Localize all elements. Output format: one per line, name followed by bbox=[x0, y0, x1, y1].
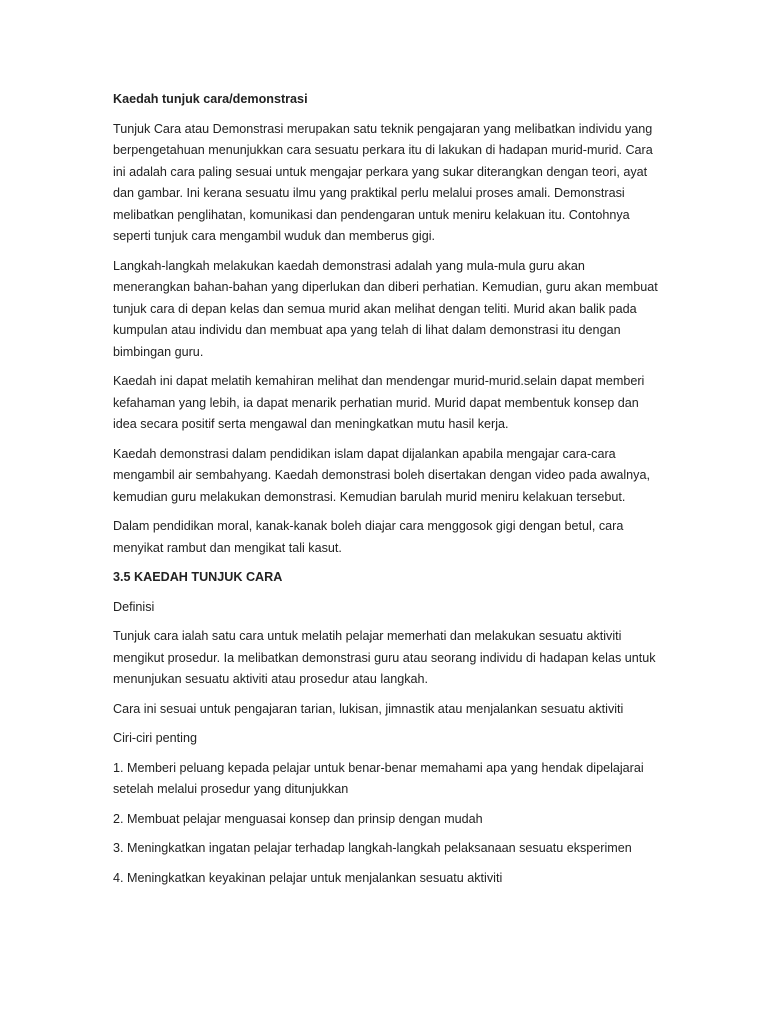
paragraph-steps: Langkah-langkah melakukan kaedah demonstrasi adalah yang mula-mula guru akan menerangkan bahan-bahan yang diperlukan dan diberi perhatian. Kemudian, guru akan membuat tunjuk cara di depan kelas dan semua murid akan melihat dengan teliti. Murid akan balik pada kumpulan atau individu dan membuat apa yang telah di lihat dalam demonstrasi itu dengan bimbingan guru. bbox=[113, 258, 658, 359]
document-title: Kaedah tunjuk cara/demonstrasi bbox=[113, 92, 308, 106]
section-heading: 3.5 KAEDAH TUNJUK CARA bbox=[113, 570, 283, 584]
feature-item: 2. Membuat pelajar menguasai konsep dan prinsip dengan mudah bbox=[113, 811, 483, 826]
paragraph-benefits: Kaedah ini dapat melatih kemahiran melihat dan mendengar murid-murid.selain dapat memberi kefahaman yang lebih, ia dapat menarik perhatian murid. Murid dapat membentuk konsep dan idea secara positif serta mengawal dan meningkatkan mutu hasil kerja. bbox=[113, 374, 645, 431]
paragraph-islamic-education: Kaedah demonstrasi dalam pendidikan islam dapat dijalankan apabila mengajar cara-cara mengambil air sembahyang. Kaedah demonstrasi boleh disertakan dengan video pada awalnya, kemudian guru melakukan demonstrasi. Kemudian barulah murid meniru kelakuan tersebut. bbox=[113, 446, 650, 504]
paragraph-intro: Tunjuk Cara atau Demonstrasi merupakan satu teknik pengajaran yang melibatkan individu yang berpengetahuan menunjukkan cara sesuatu perkara itu di lakukan di hadapan murid-murid. Cara ini adalah cara paling sesuai untuk mengajar perkara yang sukar diterangkan dengan teori, ayat dan gambar. Ini kerana sesuatu ilmu yang praktikal perlu melalui proses amali. Demonstrasi melibatkan penglihatan, komunikasi dan pendengaran untuk meniru kelakuan itu. Contohnya seperti tunjuk cara mengambil wuduk dan memberus gigi. bbox=[113, 121, 653, 243]
paragraph-moral-education: Dalam pendidikan moral, kanak-kanak boleh diajar cara menggosok gigi dengan betul, cara menyikat rambut dan mengikat tali kasut. bbox=[113, 519, 624, 555]
definition-text: Tunjuk cara ialah satu cara untuk melatih pelajar memerhati dan melakukan sesuatu aktiviti mengikut prosedur. Ia melibatkan demonstrasi guru atau seorang individu di hadapan kelas untuk menunjukan sesuatu aktiviti atau prosedur atau langkah. bbox=[113, 629, 656, 686]
feature-item: 1. Memberi peluang kepada pelajar untuk benar-benar memahami apa yang hendak dipelajarai setelah melalui prosedur yang ditunjukkan bbox=[113, 760, 644, 796]
suitability-text: Cara ini sesuai untuk pengajaran tarian, lukisan, jimnastik atau menjalankan sesuatu aktiviti bbox=[113, 701, 624, 716]
document-page bbox=[113, 89, 658, 897]
feature-item: 3. Meningkatkan ingatan pelajar terhadap langkah-langkah pelaksanaan sesuatu eksperimen bbox=[113, 841, 632, 855]
definition-label: Definisi bbox=[113, 599, 155, 614]
feature-item: 4. Meningkatkan keyakinan pelajar untuk menjalankan sesuatu aktiviti bbox=[113, 870, 503, 885]
features-label: Ciri-ciri penting bbox=[113, 731, 197, 745]
